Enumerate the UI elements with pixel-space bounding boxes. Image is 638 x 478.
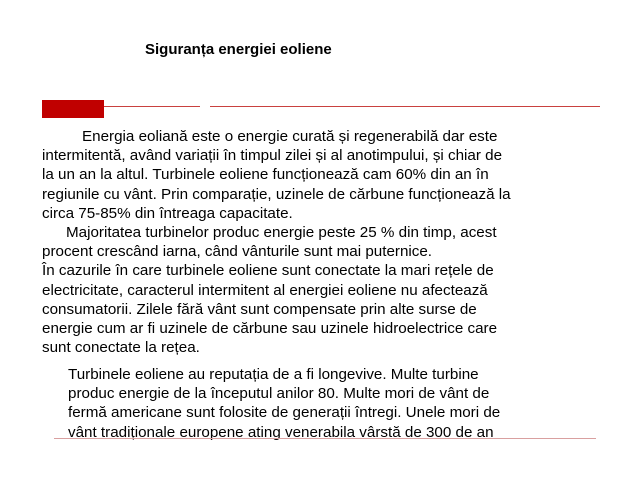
paragraph-grid-connection	[42, 261, 612, 357]
title-divider-right	[210, 106, 600, 107]
title-divider-left	[104, 106, 200, 107]
text-line: fermă americane sunt folosite de generații întregi. Unele mori de	[68, 404, 501, 422]
text-line: vânt tradiționale europene ating venerabila vârstă de 300 de an	[68, 423, 494, 441]
text-line: electricitate, caracterul intermitent al energiei eoliene nu afectează	[42, 281, 488, 299]
text-line: Turbinele eoliene au reputația de a fi longevive. Multe turbine	[68, 366, 479, 383]
text-line: sunt conectate la rețea.	[42, 339, 200, 357]
text-line: regiunile cu vânt. Prin comparație, uzinele de cărbune funcționează la	[42, 185, 511, 203]
title-accent-block	[42, 100, 104, 118]
body-text	[42, 127, 612, 357]
paragraph-majority	[42, 223, 612, 261]
text-line: Energia eoliană este o energie curată și regenerabilă dar este	[82, 128, 498, 145]
slide-title: Siguranța energiei eoliene	[145, 41, 332, 58]
text-line: consumatorii. Zilele fără vânt sunt compensate prin alte surse de	[42, 300, 477, 318]
paragraph-intermittency	[42, 127, 612, 223]
text-line: circa 75-85% din întreaga capacitate.	[42, 204, 293, 222]
body-text-longevity	[54, 365, 594, 442]
text-line: intermitentă, având variații în timpul zilei și al anotimpului, și chiar de	[42, 147, 503, 165]
text-line: produc energie de la începutul anilor 80. Multe mori de vânt de	[68, 385, 490, 403]
text-line: În cazurile în care turbinele eoliene sunt conectate la mari rețele de	[42, 262, 494, 280]
text-line: energie cum ar fi uzinele de cărbune sau uzinele hidroelectrice care	[42, 320, 498, 338]
text-line: Majoritatea turbinelor produc energie peste 25 % din timp, acest	[66, 224, 497, 242]
text-line: procent crescând iarna, când vânturile sunt mai puternice.	[42, 243, 433, 261]
paragraph-longevity	[54, 365, 594, 442]
longevity-underline	[54, 438, 596, 439]
text-line: la un an la altul. Turbinele eoliene funcționează cam 60% din an în	[42, 166, 489, 184]
